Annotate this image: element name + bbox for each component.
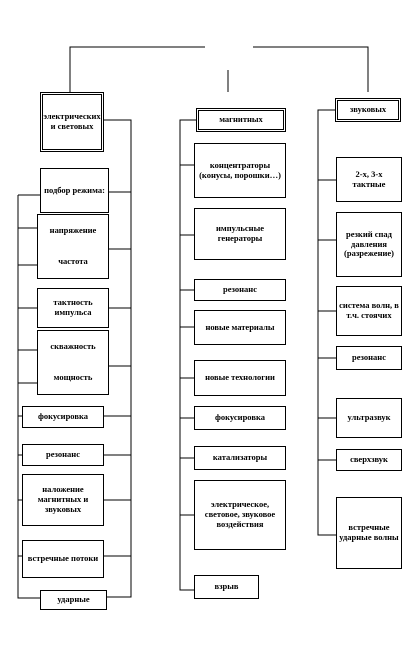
col3-header: [335, 98, 401, 122]
col2-item-label: импульсные генераторы: [216, 223, 264, 243]
col3-header-label: звуковых: [349, 104, 387, 115]
col2-item-new-technologies: [194, 360, 286, 396]
col2-item-label: фокусировка: [215, 412, 265, 423]
col1-item-power: мощность: [53, 371, 93, 382]
col3-item-wave-system: [336, 286, 402, 336]
col2-item-label: взрыв: [214, 581, 239, 592]
col1-item-mode-selection: [40, 168, 109, 213]
col3-item-label: 2-х, 3-х тактные: [352, 168, 386, 189]
col3-item-pressure-drop: [336, 212, 402, 277]
col3-item-label: резонанс: [352, 352, 386, 363]
col2-item-label: новые материалы: [205, 321, 275, 332]
col2-item-label: катализаторы: [212, 452, 268, 463]
col2-item-label: новые технологии: [205, 372, 275, 383]
col1-item-duty-cycle: скважность: [50, 341, 96, 352]
col2-item-label: электрическое, световое, звуковое воздействия: [204, 499, 276, 529]
col2-header-label: магнитных: [219, 114, 263, 125]
col2-item-focusing: [194, 406, 286, 430]
col2-item-concentrators: [194, 143, 286, 198]
col3-item-ultrasound: [336, 398, 402, 438]
col2-item-pulse-generators: [194, 208, 286, 260]
col1-header-label: электрических и световых: [43, 111, 101, 131]
col3-item-label: система волн, в т.ч. стоячих: [339, 300, 399, 320]
col3-item-label: встречные ударные волны: [339, 522, 399, 542]
col1-item-shock: [40, 590, 107, 610]
col2-item-explosion: [194, 575, 259, 599]
col1-item-focusing: [22, 406, 104, 428]
col3-item-two-three-tact: [336, 157, 402, 202]
col1-item-label: наложение магнитных и звуковых: [37, 484, 89, 514]
col1-item-overlay: [22, 474, 104, 526]
col1-item-label: ударные: [57, 594, 90, 605]
col3-item-counter-shock-waves: [336, 497, 402, 569]
col2-item-label: концентраторы (конусы, порошки…): [199, 159, 281, 180]
col2-item-catalysts: [194, 446, 286, 470]
col1-mode-group: [37, 214, 109, 279]
col2-item-new-materials: [194, 310, 286, 345]
col1-item-label: встречные потоки: [27, 553, 99, 564]
col1-item-label: подбор режима:: [44, 184, 105, 195]
col1-item-label: фокусировка: [38, 411, 88, 422]
col3-item-label: сверхзвук: [350, 454, 388, 465]
col3-item-supersound: [336, 449, 402, 471]
col3-item-label: резкий спад давления (разрежение): [344, 228, 394, 259]
col2-item-label: резонанс: [223, 284, 257, 295]
col1-duty-group: [37, 330, 109, 395]
col1-item-counter-flows: [22, 540, 104, 578]
col2-item-combined-effects: [194, 480, 286, 550]
col1-item-resonance: [22, 444, 104, 466]
col2-header: [196, 108, 286, 132]
col3-item-resonance: [336, 346, 402, 370]
col2-item-resonance: [194, 279, 286, 301]
col1-item-voltage: напряжение: [49, 225, 97, 236]
col1-item-label: тактность импульса: [53, 297, 93, 317]
col3-spine: [318, 110, 336, 535]
col3-item-label: ультразвук: [347, 412, 391, 423]
col1-header: [40, 92, 104, 152]
top-bracket-line: [70, 47, 368, 92]
col1-item-pulse-tact: [37, 288, 109, 328]
col1-item-frequency: частота: [58, 255, 88, 266]
col1-item-label: резонанс: [46, 449, 80, 460]
